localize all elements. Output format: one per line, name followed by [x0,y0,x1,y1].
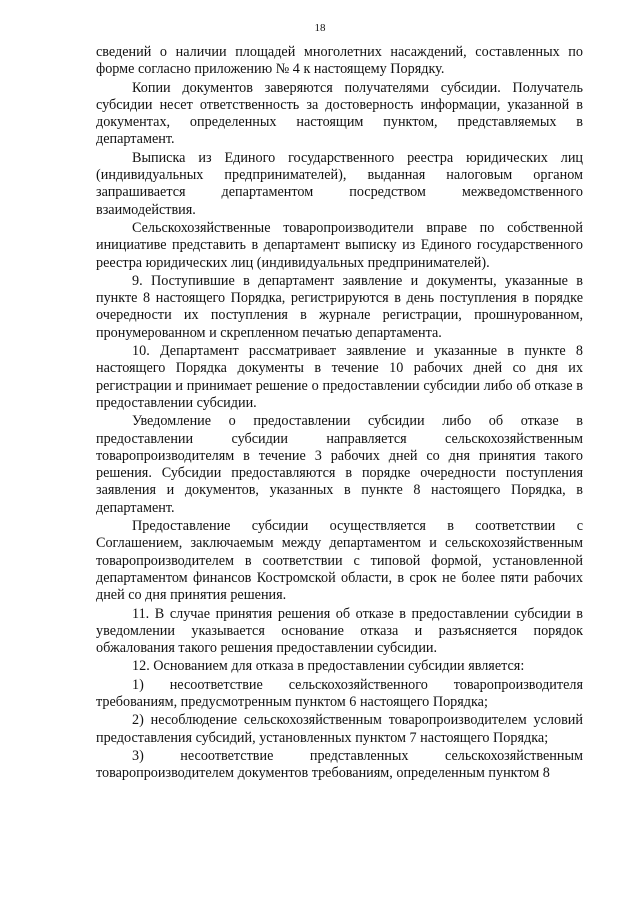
paragraph-initiative: Сельскохозяйственные товаропроизводители вправе по собственной инициативе представить в департамент выписку из Единого государственного реестра юридических лиц (индивидуальных предпринимателей). [96,219,583,271]
paragraph-item-12-2: 2) несоблюдение сельскохозяйственным товаропроизводителем условий предоставления субсидий, установленных пунктом 7 настоящего Порядка; [96,712,583,746]
paragraph-copies: Копии документов заверяются получателями субсидии. Получатель субсидии несет ответственность за достоверность информации, указанной в документах, определенных настоящим пунктом, представляемых в департамент. [96,79,583,148]
paragraph-item-12: 12. Основанием для отказа в предоставлении субсидии является: [132,658,525,675]
paragraph-notification: Уведомление о предоставлении субсидии либо об отказе в предоставлении субсидии направляется сельскохозяйственным товаропроизводителям в течение 3 рабочих дней со дня принятия такого решения. Субсидии предоставляются в порядке очередности поступления заявления и документов, указанных в пункте 8 настоящего Порядка, в департамент. [96,413,583,516]
document-body [96,44,583,782]
paragraph-item-12-1: 1) несоответствие сельскохозяйственного товаропроизводителя требованиям, предусмотренным пунктом 6 настоящего Порядка; [96,676,583,710]
paragraph-item-11: 11. В случае принятия решения об отказе в предоставлении субсидии в уведомлении указывается основание отказа и разъясняется порядок обжалования такого решения предоставлении субсидии. [96,605,583,657]
paragraph-extract: Выписка из Единого государственного реестра юридических лиц (индивидуальных предпринимателей), выданная налоговым органом запрашивается департаментом посредством межведомственного взаимодействия. [96,149,583,218]
paragraph-item-10: 10. Департамент рассматривает заявление и указанные в пункте 8 настоящего Порядка документы в течение 10 рабочих дней со дня их регистрации и принимает решение о предоставлении субсидии либо об отказе в предоставлении субсидии. [96,343,583,411]
paragraph-item-12-3: 3) несоответствие представленных сельскохозяйственным товаропроизводителем документов требованиям, определенным пунктом 8 [96,747,583,782]
paragraph-agreement: Предоставление субсидии осуществляется в соответствии с Соглашением, заключаемым между департаментом и сельскохозяйственным товаропроизводителем в соответствии с типовой формой, установленной департаментом финансов Костромской области, в срок не более пяти рабочих дней со дня принятия решения. [96,518,583,604]
paragraph-continuation: сведений о наличии площадей многолетних насаждений, составленных по форме согласно приложению № 4 к настоящему Порядку. [96,44,583,78]
page-number: 18 [314,22,326,34]
paragraph-item-9: 9. Поступившие в департамент заявление и документы, указанные в пункте 8 настоящего Порядка, регистрируются в день поступления в порядке очередности их поступления в журнале регистрации, прошнурованном, пронумерованном и скрепленном печатью департамента. [96,272,583,341]
